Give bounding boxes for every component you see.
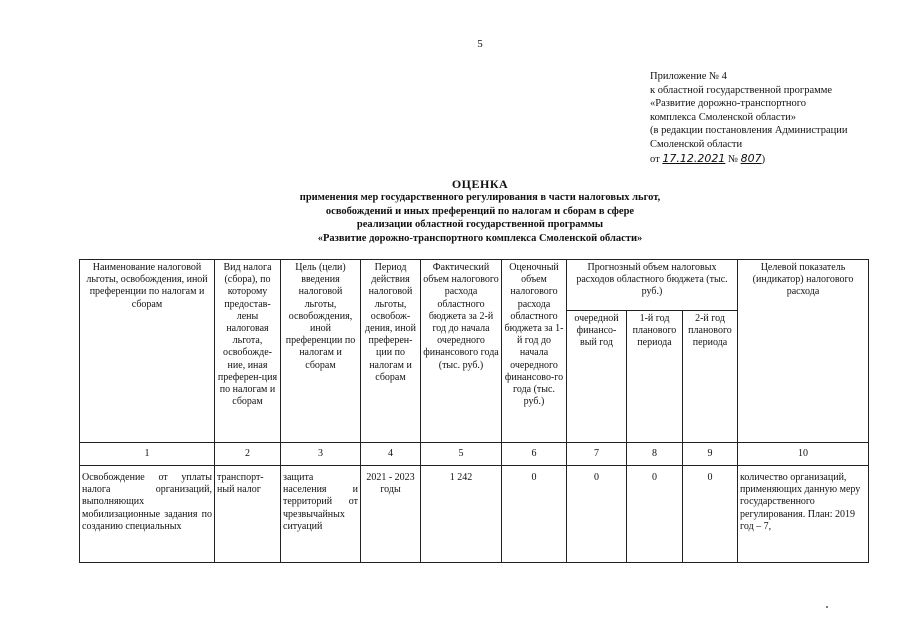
column-number: 7 bbox=[567, 443, 627, 466]
header-col-7: очередной финансо-вый год bbox=[567, 311, 627, 443]
cell-benefit-name: Освобождение от уплаты налога организаций, выполняющих мобилизационные задания по созданию специальных bbox=[80, 466, 215, 563]
column-number: 5 bbox=[421, 443, 502, 466]
header-col-6: Оценочный объем налогового расхода областного бюджета за 1-й год до начала очередного финансово-го года (тыс. руб.) bbox=[502, 260, 567, 443]
title-line: «Развитие дорожно-транспортного комплекса Смоленской области» bbox=[317, 232, 643, 244]
assessment-table bbox=[79, 259, 869, 563]
header-col-5: Фактический объем налогового расхода областного бюджета за 2-й год до начала очередного финансового года (тыс. руб.) bbox=[421, 260, 502, 443]
cell-tax-type: транспорт-ный налог bbox=[215, 466, 281, 563]
cell-forecast-plan-1: 0 bbox=[627, 466, 683, 563]
column-number: 8 bbox=[627, 443, 683, 466]
cell-actual-volume: 1 242 bbox=[421, 466, 502, 563]
cell-target-indicator: количество организаций, применяющих данную меру государственного регулирования. План: 2019 год – 7, bbox=[738, 466, 869, 563]
scan-speck bbox=[826, 606, 828, 608]
page-number: 5 bbox=[477, 38, 483, 50]
header-forecast-group: Прогнозный объем налоговых расходов областного бюджета (тыс. руб.) bbox=[567, 260, 738, 311]
table-row bbox=[80, 466, 869, 563]
header-col-2: Вид налога (сбора), по которому предостав-лены налоговая льгота, освобожде-ние, иная преферен-ция по налогам и сборам bbox=[215, 260, 281, 443]
column-number: 9 bbox=[683, 443, 738, 466]
column-number: 2 bbox=[215, 443, 281, 466]
column-number: 10 bbox=[738, 443, 869, 466]
document-title bbox=[220, 178, 740, 245]
column-number: 4 bbox=[361, 443, 421, 466]
cell-estimated-volume: 0 bbox=[502, 466, 567, 563]
appendix-line: Приложение № 4 bbox=[650, 71, 727, 82]
header-col-1: Наименование налоговой льготы, освобождения, иной преференции по налогам и сборам bbox=[80, 260, 215, 443]
cell-goal: защита населения и территорий от чрезвычайных ситуаций bbox=[281, 466, 361, 563]
title-main: ОЦЕНКА bbox=[451, 177, 509, 191]
appendix-line: Смоленской области bbox=[650, 138, 743, 150]
handwritten-number: 807 bbox=[740, 151, 762, 165]
date-prefix: от bbox=[650, 153, 660, 165]
appendix-line: «Развитие дорожно-транспортного bbox=[650, 98, 807, 110]
appendix-block bbox=[650, 70, 890, 166]
number-row bbox=[80, 443, 869, 466]
header-col-3: Цель (цели) введения налоговой льготы, освобождения, иной преференции по налогам и сборам bbox=[281, 260, 361, 443]
appendix-line: комплекса Смоленской области» bbox=[650, 111, 797, 123]
column-number: 1 bbox=[80, 443, 215, 466]
number-sign: № bbox=[727, 153, 738, 165]
appendix-line: (в редакции постановления Администрации bbox=[650, 125, 848, 137]
cell-period: 2021 - 2023 годы bbox=[361, 466, 421, 563]
header-row bbox=[80, 260, 869, 311]
header-col-4: Период действия налоговой льготы, освобож-дения, иной преферен-ции по налогам и сборам bbox=[361, 260, 421, 443]
cell-forecast-plan-2: 0 bbox=[683, 466, 738, 563]
appendix-line: к областной государственной программе bbox=[650, 84, 833, 96]
cell-forecast-year: 0 bbox=[567, 466, 627, 563]
column-number: 3 bbox=[281, 443, 361, 466]
header-col-8: 1-й год планового периода bbox=[627, 311, 683, 443]
header-col-9: 2-й год планового периода bbox=[683, 311, 738, 443]
header-col-10: Целевой показатель (индикатор) налогового расхода bbox=[738, 260, 869, 443]
handwritten-date: 17.12.2021 bbox=[662, 151, 726, 165]
title-line: освобождений и иных преференций по налогам и сборам в сфере bbox=[325, 205, 635, 217]
title-line: реализации областной государственной программы bbox=[356, 219, 604, 231]
appendix-date-line: от 17.12.2021 № 807) bbox=[650, 151, 766, 165]
title-line: применения мер государственного регулирования в части налоговых льгот, bbox=[299, 192, 661, 204]
column-number: 6 bbox=[502, 443, 567, 466]
